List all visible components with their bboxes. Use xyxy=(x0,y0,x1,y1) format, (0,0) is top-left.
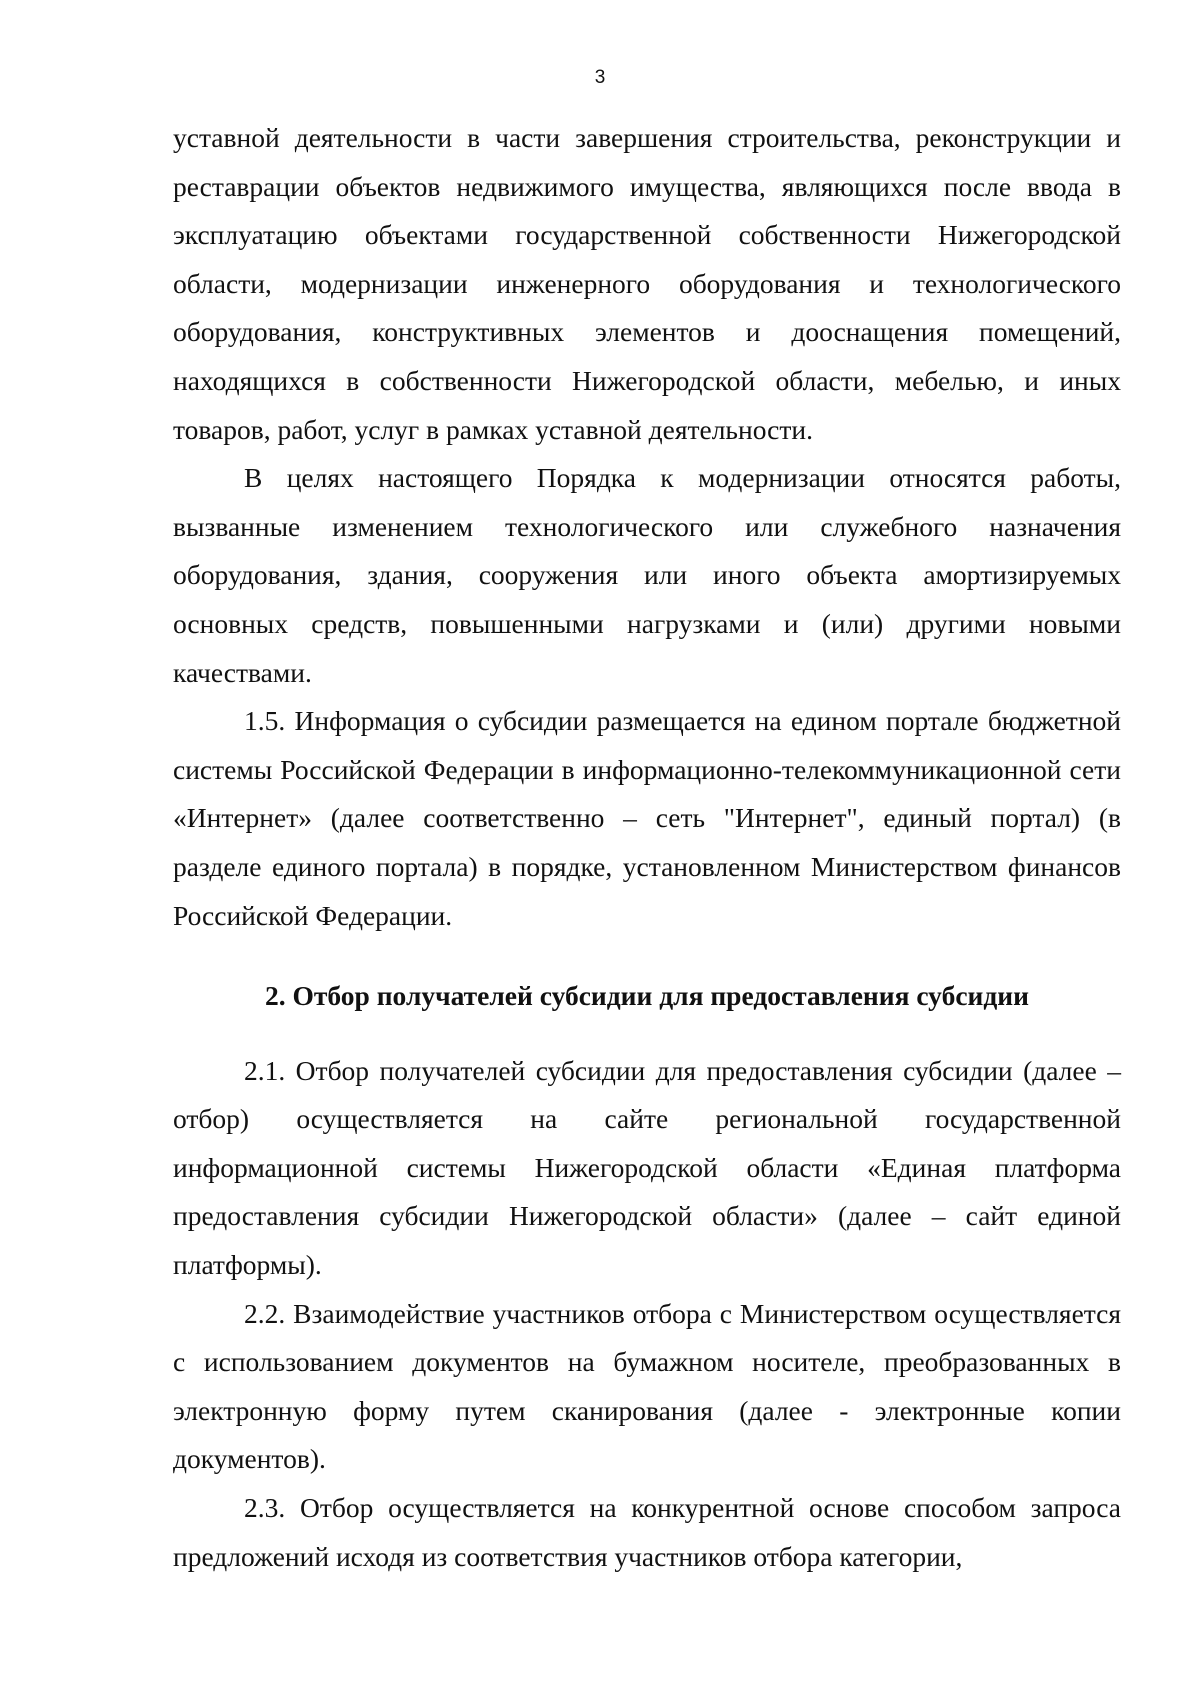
section-2-heading: 2. Отбор получателей субсидии для предоставления субсидии xyxy=(265,980,1029,1012)
paragraph-1-5: 1.5. Информация о субсидии размещается на едином портале бюджетной системы Российской Федерации в информационно-телекоммуникационной сети «Интернет» (далее соответственно – сеть "Интернет", единый портал) (в разделе единого портала) в порядке, установленном Министерством финансов Российской Федерации. xyxy=(173,705,1121,931)
paragraph-2-1: 2.1. Отбор получателей субсидии для предоставления субсидии (далее – отбор) осуществляется на сайте региональной государственной информационной системы Нижегородской области «Единая платформа предоставления субсидии Нижегородской области» (далее – сайт единой платформы). xyxy=(173,1054,1121,1281)
document-body xyxy=(173,114,1121,1581)
paragraph-modernization-definition: В целях настоящего Порядка к модернизации относятся работы, вызванные изменением технологического или служебного назначения оборудования, здания, сооружения или иного объекта амортизируемых основных средств, повышенными нагрузками и (или) другими новыми качествами. xyxy=(173,462,1121,688)
paragraph-2-3: 2.3. Отбор осуществляется на конкурентной основе способом запроса предложений исходя из соответствия участников отбора категории, xyxy=(173,1492,1121,1572)
paragraph-continuation: уставной деятельности в части завершения строительства, реконструкции и реставрации объектов недвижимого имущества, являющихся после ввода в эксплуатацию объектами государственной собственности Нижегородской области, модернизации инженерного оборудования и технологического оборудования, конструктивных элементов и дооснащения помещений, находящихся в собственности Нижегородской области, мебелью, и иных товаров, работ, услуг в рамках уставной деятельности. xyxy=(173,122,1121,445)
paragraph-2-2: 2.2. Взаимодействие участников отбора с Министерством осуществляется с использованием документов на бумажном носителе, преобразованных в электронную форму путем сканирования (далее - электронные копии документов). xyxy=(173,1297,1121,1475)
page-number: 3 xyxy=(594,67,606,88)
